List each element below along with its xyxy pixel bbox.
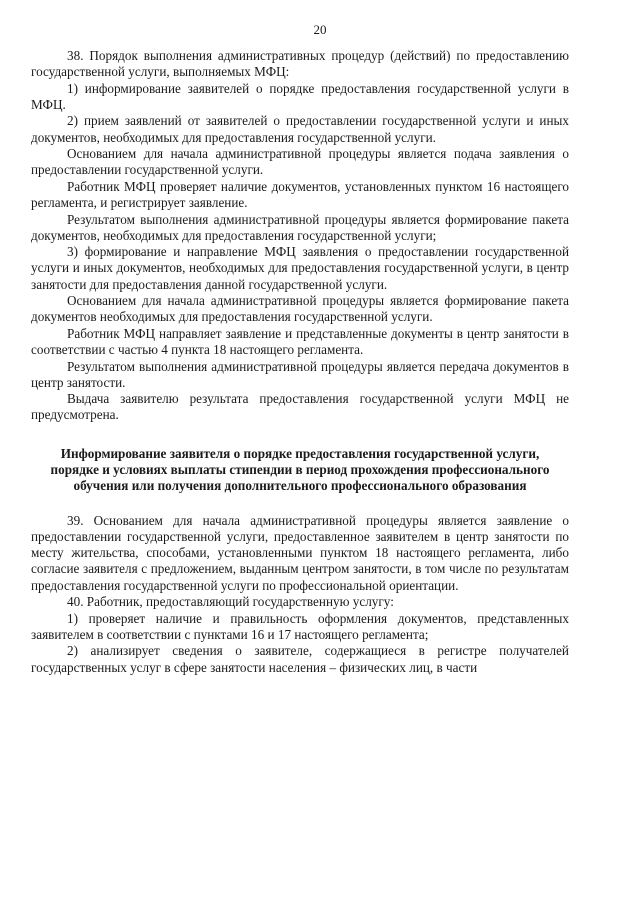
section-mfc-procedures	[31, 48, 569, 424]
section-informing-applicant	[31, 513, 569, 676]
paragraph: Выдача заявителю результата предоставления государственной услуги МФЦ не предусмотрена.	[31, 391, 569, 423]
section-heading: Информирование заявителя о порядке предоставления государственной услуги, порядке и условиях выплаты стипендии в период прохождения профессионального обучения или получения дополнительного профессионального образования	[50, 445, 550, 494]
paragraph: 2) анализирует сведения о заявителе, содержащиеся в регистре получателей государственных услуг в сфере занятости населения – физических лиц, в части	[31, 643, 569, 675]
paragraph: 3) формирование и направление МФЦ заявления о предоставлении государственной услуги и иных документов, необходимых для предоставления государственной услуги, в центр занятости для предоставления данной государственной услуги.	[31, 244, 569, 292]
paragraph: Основанием для начала административной процедуры является подача заявления о предоставлении государственной услуги.	[31, 146, 569, 178]
paragraph: Основанием для начала административной процедуры является формирование пакета документов необходимых для предоставления государственной услуги.	[31, 293, 569, 325]
paragraph: 39. Основанием для начала административной процедуры является заявление о предоставлении государственной услуги, предоставленное заявителем в центр занятости по месту жительства, способами, установленными пунктом 18 настоящего регламента, либо согласие заявителя с предложением, выданным центром занятости, в том числе по результатам предоставления государственной услуги по профессиональной ориентации.	[31, 512, 569, 593]
paragraph: Работник МФЦ направляет заявление и представленные документы в центр занятости в соответствии с частью 4 пункта 18 настоящего регламента.	[31, 325, 569, 358]
paragraph: Работник МФЦ проверяет наличие документов, установленных пунктом 16 настоящего регламента, и регистрирует заявление.	[31, 178, 569, 211]
paragraph: 1) проверяет наличие и правильность оформления документов, представленных заявителем в соответствии с пунктами 16 и 17 настоящего регламента;	[31, 610, 569, 642]
paragraph: Результатом выполнения административной процедуры является передача документов в центр занятости.	[31, 358, 569, 390]
paragraph: 38. Порядок выполнения административных процедур (действий) по предоставлению государственной услуги, выполняемых МФЦ:	[31, 48, 569, 80]
paragraph: 1) информирование заявителей о порядке предоставления государственной услуги в МФЦ.	[31, 80, 569, 112]
page-number: 20	[313, 22, 327, 37]
paragraph: 2) прием заявлений от заявителей о предоставлении государственной услуги и иных документов, необходимых для предоставления государственной услуги.	[31, 113, 569, 145]
paragraph: Результатом выполнения административной процедуры является формирование пакета документов, необходимых для предоставления государственной услуги;	[31, 211, 569, 243]
document-body	[31, 48, 569, 676]
paragraph: 40. Работник, предоставляющий государственную услугу:	[67, 594, 394, 610]
